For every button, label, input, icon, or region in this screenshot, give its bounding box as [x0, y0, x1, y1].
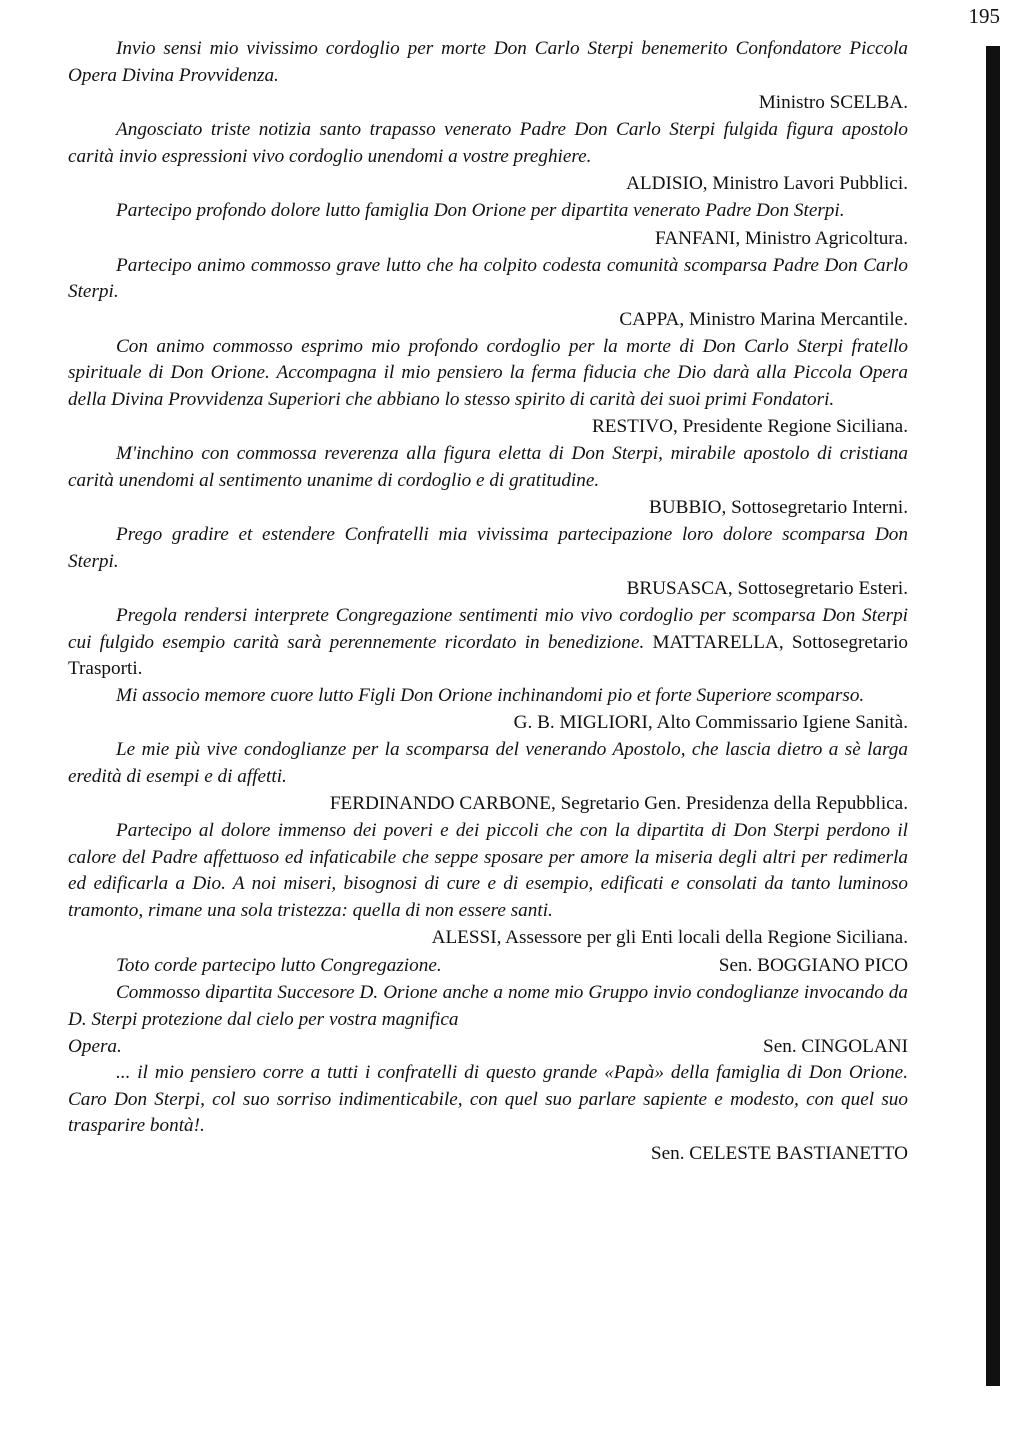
message-body: Pregola rendersi interprete Congregazione sentimenti mio vivo cordoglio per scomparsa Don Sterpi cui fulgido esempio carità sarà perennemente ricordato in benedizione.: [68, 605, 908, 653]
message-bastianetto: [68, 1060, 908, 1168]
message-carbone: [68, 737, 908, 818]
message-migliori: [68, 683, 908, 738]
message-brusasca: [68, 522, 908, 603]
message-aldisio: [68, 117, 908, 198]
message-last-word: Opera.: [68, 1036, 122, 1057]
message-text: Angosciato triste notizia santo trapasso venerato Padre Don Carlo Sterpi fulgida figura apostolo carità invio espressioni vivo cordoglio unendomi a vostre preghiere.: [68, 119, 908, 167]
signature: G. B. MIGLIORI, Alto Commissario Igiene Sanità.: [513, 712, 908, 733]
signature: Sen. BOGGIANO PICO: [718, 955, 908, 976]
message-text: Partecipo profondo dolore lutto famiglia Don Orione per dipartita venerato Padre Don Sterpi.: [116, 200, 845, 221]
message-text: Mi associo memore cuore lutto Figli Don Orione inchinandomi pio et forte Superiore scomparso.: [116, 684, 865, 706]
message-text: Con animo commosso esprimo mio profondo cordoglio per la morte di Don Carlo Sterpi fratello spirituale di Don Orione. Accompagna il mio pensiero la ferma fiducia che Dio darà alla Piccola Opera della Divina Provvidenza Superiori che abbiano lo stesso spirito di carità dei suoi primi Fondatori.: [68, 335, 908, 410]
signature: BRUSASCA, Sottosegretario Esteri.: [626, 578, 908, 599]
message-cappa: [68, 253, 908, 334]
message-text: Toto corde partecipo lutto Congregazione.: [116, 955, 442, 976]
message-alessi: [68, 818, 908, 952]
message-text: M'inchino con commossa reverenza alla figura eletta di Don Sterpi, mirabile apostolo di cristiana carità unendomi al sentimento unanime di cordoglio e di gratitudine.: [68, 443, 908, 491]
message-line: [68, 952, 908, 980]
message-bubbio: [68, 441, 908, 522]
message-text: Invio sensi mio vivissimo cordoglio per morte Don Carlo Sterpi benemerito Confondatore Piccola Opera Divina Provvidenza.: [68, 38, 908, 86]
message-text: ... il mio pensiero corre a tutti i confratelli di questo grande «Papà» della famiglia di Don Orione. Caro Don Sterpi, col suo sorriso indimenticabile, con quel suo parlare sapiente e modesto, con quel suo trasparire bontà!.: [68, 1062, 908, 1136]
signature: CAPPA, Ministro Marina Mercantile.: [619, 308, 908, 330]
message-cingolani: [68, 980, 908, 1060]
message-mattarella: [68, 603, 908, 683]
margin-bar: [986, 46, 1000, 1386]
message-boggiano: [68, 952, 908, 980]
message-scelba: [68, 36, 908, 117]
signature: Sen. CINGOLANI: [763, 1036, 908, 1057]
signature: Sen. CELESTE BASTIANETTO: [650, 1142, 908, 1164]
signature: BUBBIO, Sottosegretario Interni.: [649, 497, 908, 518]
message-text: [68, 603, 908, 683]
message-text: Le mie più vive condoglianze per la scomparsa del venerando Apostolo, che lascia dietro a sè larga eredità di esempi e di affetti.: [68, 739, 908, 787]
message-last-line: [68, 1033, 908, 1060]
message-text: Partecipo al dolore immenso dei poveri e dei piccoli che con la dipartita di Don Sterpi perdono il calore del Padre affettuoso ed infaticabile che seppe sposare per amore la miseria degli altri per redimerla ed edificarla a Dio. A noi miseri, bisognosi di cure e di esempio, edificati e consolati da tanto luminoso tramonto, rimane una sola tristezza: quella di non essere santi.: [68, 820, 908, 921]
message-restivo: [68, 334, 908, 442]
signature: ALESSI, Assessore per gli Enti locali della Regione Siciliana.: [431, 927, 908, 948]
message-text: Partecipo animo commosso grave lutto che ha colpito codesta comunità scomparsa Padre Don Carlo Sterpi.: [68, 254, 908, 302]
message-fanfani: [68, 198, 908, 253]
signature: Ministro SCELBA.: [758, 92, 908, 113]
signature: ALDISIO, Ministro Lavori Pubblici.: [626, 173, 908, 194]
condolence-messages: [68, 36, 908, 1168]
signature: FERDINANDO CARBONE, Segretario Gen. Presidenza della Repubblica.: [329, 793, 908, 814]
message-text: Commosso dipartita Succesore D. Orione anche a nome mio Gruppo invio condoglianze invocando da D. Sterpi protezione dal cielo per vostra magnifica: [68, 982, 908, 1030]
signature: RESTIVO, Presidente Regione Siciliana.: [591, 416, 908, 437]
page-number: 195: [968, 4, 1000, 28]
message-text: Prego gradire et estendere Confratelli mia vivissima partecipazione loro dolore scomparsa Don Sterpi.: [68, 524, 908, 572]
signature: FANFANI, Ministro Agricoltura.: [655, 227, 908, 249]
signature: MATTARELLA, Sottosegretario Trasporti.: [68, 631, 909, 679]
